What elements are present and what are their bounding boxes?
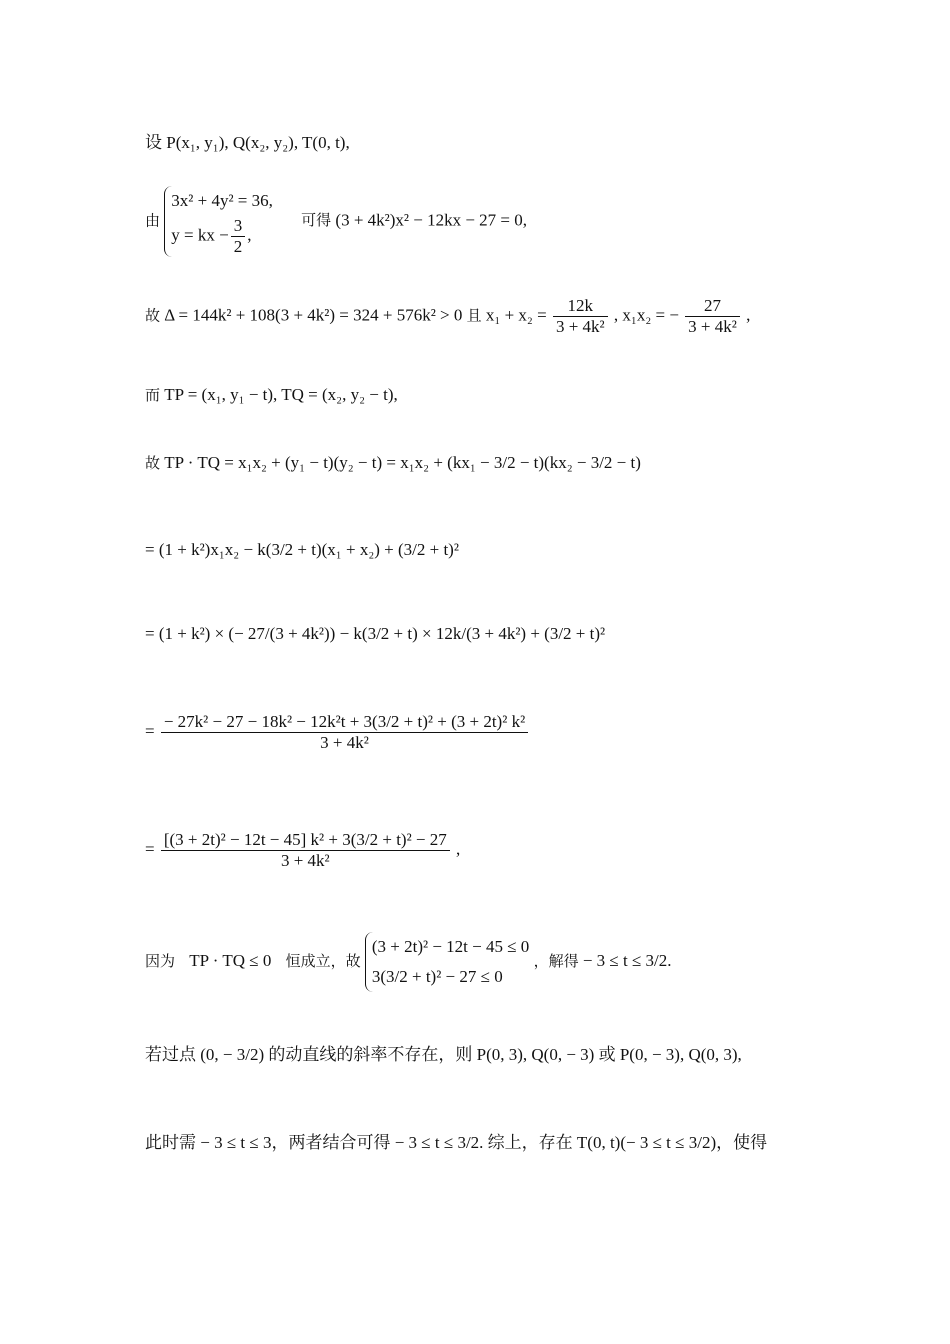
system-ineq-1: (3 + 2t)² − 12t − 45 ≤ 0 (371, 937, 530, 956)
line-set-points (145, 128, 350, 153)
expand-eq: = (1 + k²)x₁x₂ − k(3/2 + t)(x₁ + x₂) + (3/2 + t)² (145, 540, 459, 559)
expand-eq: = (1 + k²) × (− 27/(3 + 4k²)) − k(3/2 + t) × 12k/(3 + 4k²) + (3/2 + t)² (145, 624, 606, 643)
vector-eq: TP = (x₁, y₁ − t), TQ = (x₂, y₂ − t), (164, 385, 398, 404)
line-conclusion (145, 1128, 767, 1153)
fraction: $\frac{27}{\text{3 + 4k²}}$ (685, 296, 740, 337)
line-prefix: 因为 (145, 951, 176, 970)
discriminant-eq: Δ = 144k² + 108(3 + 4k²) = 324 + 576k² > 0 (164, 305, 463, 325)
line-expand-2 (145, 624, 605, 644)
line-system (145, 186, 527, 257)
solution-range: − 3 ≤ t ≤ 3/2. (582, 950, 672, 970)
line-simplified-fraction: = $\frac{\text{[(3 + 2t)² − 12t − 45] k² + 3(3/2 + t)² − 27}}{\text{3 + 4k²}}$ , (145, 830, 461, 870)
line-condition (145, 932, 672, 992)
line-prefix: 故 (145, 454, 161, 472)
line-connector: 恒成立，故 (285, 951, 361, 970)
inequality-system (365, 932, 529, 992)
line-connector: 且 (466, 306, 482, 325)
system-eq-2: y = kx − $\frac{3}{2}$ , (171, 216, 252, 256)
fraction: $\frac{3}{2}$ (231, 216, 246, 257)
equation-system (164, 186, 273, 257)
line-dot-product (145, 452, 641, 473)
fraction: $\frac{12k}{\text{3 + 4k²}}$ (553, 296, 608, 337)
line-expand-1 (145, 540, 459, 560)
system-ineq-2: 3(3/2 + t)² − 27 ≤ 0 (371, 967, 503, 986)
fraction: $\frac{\text{[(3 + 2t)² − 12t − 45] k² + 3(3/2 + t)² − 27}}{\text{3 + 4k²}}$ (161, 830, 450, 871)
conclusion-text: 此时需 − 3 ≤ t ≤ 3，两者结合可得 − 3 ≤ t ≤ 3/2. 综上，存在 T(0, t)(− 3 ≤ t ≤ 3/2)，使得 (145, 1133, 768, 1152)
vertical-case-text: 若过点 (0, − 3/2) 的动直线的斜率不存在，则 P(0, 3), Q(0, − 3) 或 P(0, − 3), Q(0, 3), (145, 1045, 742, 1064)
line-prefix: 故 (145, 306, 161, 325)
line-connector: ，解得 (533, 951, 579, 970)
line-connector: 可得 (301, 211, 332, 230)
line-text: 设 P(x₁, y₁), Q(x₂, y₂), T(0, t), (145, 133, 350, 152)
quadratic-result: (3 + 4k²)x² − 12kx − 27 = 0, (335, 210, 528, 230)
line-vectors (145, 384, 398, 405)
condition-expr: TP · TQ ≤ 0 (189, 950, 272, 970)
fraction: $\frac{\text{− 27k² − 27 − 18k² − 12k²t + 3(3/2 + t)² + (3 + 2t)² k²}}{\text{3 + 4k²}}$ (161, 712, 528, 753)
system-eq-1: 3x² + 4y² = 36, (171, 191, 273, 210)
line-vertical-case (145, 1040, 742, 1065)
line-prefix: 由 (145, 211, 161, 230)
line-combined-fraction: = $\frac{\text{− 27k² − 27 − 18k² − 12k²t + 3(3/2 + t)² + (3 + 2t)² k²}}{\text{3 + 4k²}}$ (145, 712, 530, 753)
dot-product-eq: TP · TQ = x₁x₂ + (y₁ − t)(y₂ − t) = x₁x₂ + (kx₁ − 3/2 − t)(kx₂ − 3/2 − t) (164, 453, 641, 472)
line-prefix: 而 (145, 386, 161, 404)
line-discriminant: 故 Δ = 144k² + 108(3 + 4k²) = 324 + 576k² > 0 且 x₁ + x₂ = $\frac{12k}{\text{3 + 4k²}}$ , x₁x₂ = − $\frac{27}{\text{3 + 4k²}}$ , (145, 296, 751, 336)
